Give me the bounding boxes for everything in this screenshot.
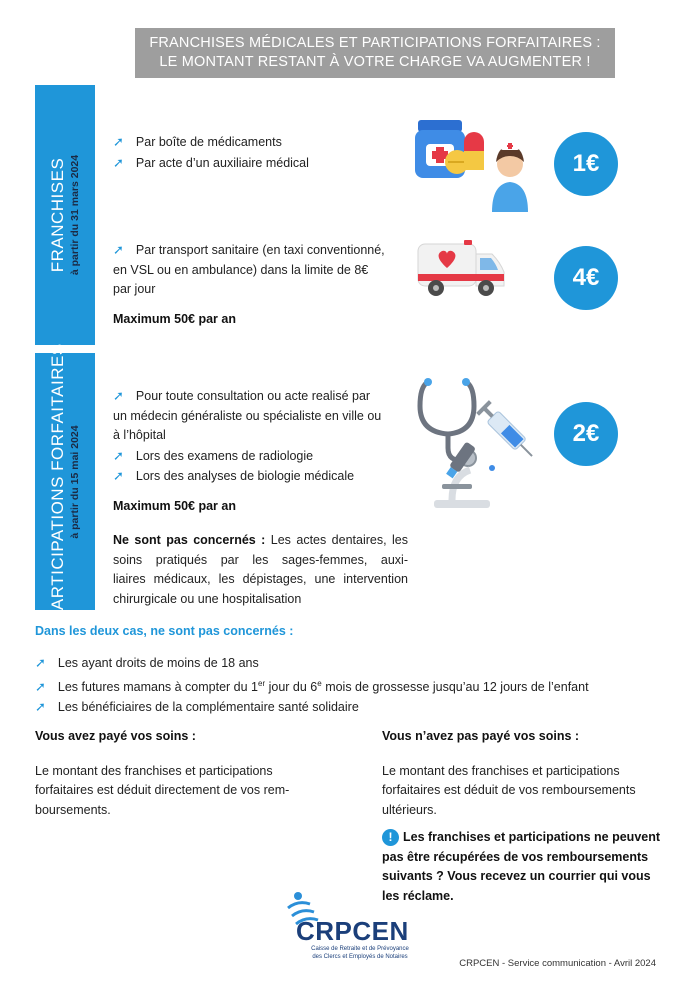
participations-band <box>35 342 95 621</box>
price-badge-2: 2€ <box>554 402 618 466</box>
page-title <box>135 28 615 78</box>
participations-maximum: Maximum 50€ par an <box>113 499 236 513</box>
arrow-icon: ➚ <box>113 447 124 463</box>
price-badge-4: 4€ <box>554 246 618 310</box>
list-item: ➚ Les ayant droits de moins de 18 ans <box>35 655 259 670</box>
page-title-line-2: LE MONTANT RESTANT À VOTRE CHARGE VA AUGMENTER ! <box>159 54 591 70</box>
microscope-icon <box>434 441 490 508</box>
transport-paragraph: ➚ Par transport sanitaire (en taxi conventionné, en VSL ou en ambulance) dans la limite de 8€ par jour <box>113 242 385 296</box>
list-item: ➚ Par boîte de médicaments <box>113 134 282 149</box>
paid-section: Vous avez payé vos soins : Le montant des franchises et participations forfaitaires est déduit directement de vos rem- boursements. <box>35 727 315 820</box>
stethoscope-icon <box>412 372 542 512</box>
franchises-maximum: Maximum 50€ par an <box>113 312 236 326</box>
arrow-icon: ➚ <box>35 699 46 715</box>
franchises-band-title: FRANCHISES <box>48 157 67 273</box>
both-cases-list <box>35 653 665 718</box>
alert-icon: ! <box>382 829 399 846</box>
both-cases-title: Dans les deux cas, ne sont pas concernés : <box>35 624 294 638</box>
list-item: ➚ Les bénéficiaires de la complémentaire santé solidaire <box>35 699 359 715</box>
warning-text: ! Les franchises et participations ne peuvent <box>382 828 662 848</box>
medication-icon <box>412 112 537 212</box>
price-badge-1: 1€ <box>554 132 618 196</box>
paid-title: Vous avez payé vos soins : <box>35 729 196 743</box>
arrow-icon: ➚ <box>113 242 124 257</box>
logo-name: CRPCEN <box>296 916 409 946</box>
footer-text: CRPCEN - Service communication - Avril 2024 <box>459 958 656 969</box>
participations-list: ➚ Pour toute consultation ou acte realisé par un médecin généraliste ou spécialiste en ville ou à l’hôpital ➚ Lors des examens de radiologie ➚ Lors des analyses de biologie médicale <box>113 386 408 487</box>
list-item: ➚ Lors des examens de radiologie <box>113 447 314 463</box>
participations-band-title: PARTICIPATIONS FORFAITAIRES <box>48 342 67 621</box>
arrow-icon: ➚ <box>113 468 124 483</box>
not-paid-title: Vous n’avez pas payé vos soins : <box>382 729 580 743</box>
list-item: ➚ Par acte d’un auxiliaire médical <box>113 154 309 170</box>
list-item: ➚ Les futures mamans à compter du 1er jour du 6e mois de grossesse jusqu’au 12 jours de l’enfant <box>35 678 589 694</box>
logo-tagline: Caisse de Retraite et de Prévoyance des Clercs et Employés de Notaires <box>311 946 409 960</box>
participations-band-date: à partir du 15 mai 2024 <box>69 424 81 539</box>
arrow-icon: ➚ <box>35 678 46 694</box>
franchises-band <box>35 85 95 345</box>
page-title-line-1: FRANCHISES MÉDICALES ET PARTICIPATIONS FORFAITAIRES : <box>149 35 601 51</box>
franchises-band-date: à partir du 31 mars 2024 <box>69 154 81 276</box>
arrow-icon: ➚ <box>35 655 46 670</box>
arrow-icon: ➚ <box>113 134 124 149</box>
franchises-list-1 <box>113 132 309 173</box>
nurse-icon <box>492 142 528 212</box>
ambulance-icon <box>414 238 509 300</box>
arrow-icon: ➚ <box>113 388 124 403</box>
list-item: ➚ Lors des analyses de biologie médicale <box>113 468 355 483</box>
not-concerned-paragraph: Ne sont pas concernés : Les actes dentaires, les soins pratiqués par les sages-femmes, auxi- liaires médicaux, les dépistages, une intervention chirurgicale ou une hospitalisation <box>113 533 408 606</box>
arrow-icon: ➚ <box>113 154 124 170</box>
crpcen-logo <box>278 890 428 970</box>
not-paid-section: Vous n’avez pas payé vos soins : Le montant des franchises et participations forfaitaires est déduit de vos remboursements ultérieurs. ! Les franchises et participations ne peuvent pas être récupérées de vos remboursements suivants ? Vous recevez un courrier qui vous les réclame. <box>382 729 661 903</box>
syringe-icon <box>476 400 538 471</box>
